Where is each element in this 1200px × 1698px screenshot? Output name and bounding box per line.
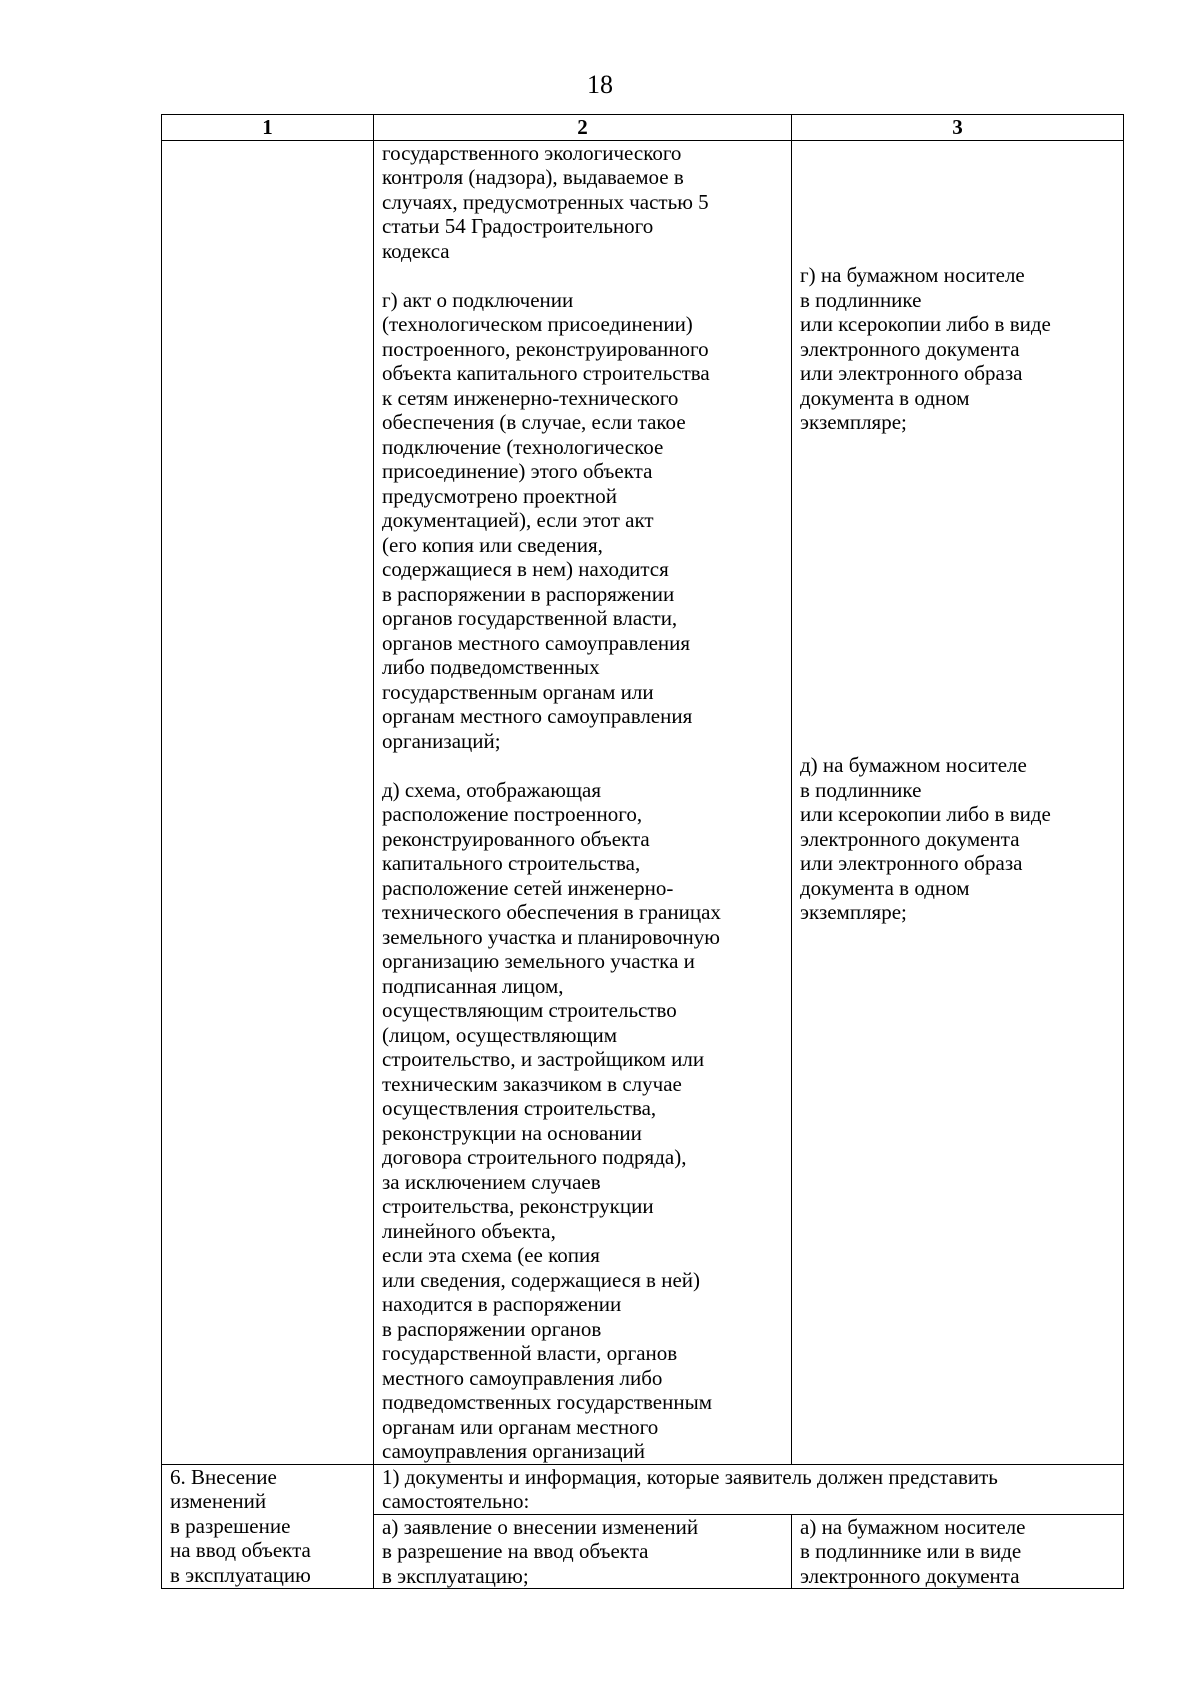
row6-item-a-description [374, 1514, 792, 1589]
text-line: обеспечения (в случае, если такое [382, 410, 686, 434]
text-line: на ввод объекта [170, 1538, 311, 1562]
text-line: электронного документа [800, 826, 1020, 851]
text-line: объекта капитального строительства [382, 361, 710, 385]
text-line: присоединение) этого объекта [382, 459, 653, 483]
text-line: органов государственной власти, [382, 606, 678, 630]
text-line: органов местного самоуправления [382, 630, 691, 655]
text-line: за исключением случаев [382, 1169, 601, 1194]
text-line: находится в распоряжении [382, 1292, 622, 1316]
text-line: экземпляре; [800, 410, 907, 434]
text-line: 1) документы и информация, которые заявитель должен представить [382, 1464, 998, 1489]
text-line: подведомственных государственным [382, 1390, 713, 1414]
text-line: электронного документа [800, 336, 1020, 361]
text-line: в эксплуатацию; [382, 1563, 529, 1588]
text-line: строительство, и застройщиком или [382, 1047, 705, 1071]
row6-item-a-format [792, 1514, 1124, 1589]
text-line: организаций; [382, 728, 501, 753]
text-line: техническим заказчиком в случае [382, 1071, 682, 1096]
item-d-description [382, 778, 783, 1464]
text-line: строительства, реконструкции [382, 1194, 654, 1218]
text-line: осуществления строительства, [382, 1096, 657, 1120]
text-line: содержащиеся в нем) находится [382, 557, 669, 581]
text-line: в распоряжении органов [382, 1316, 602, 1341]
text-line: расположение построенного, [382, 802, 643, 826]
text-line: осуществляющим строительство [382, 998, 677, 1022]
header-cell-2: 2 [374, 115, 792, 141]
text-line: самостоятельно: [382, 1489, 530, 1513]
text-line: в разрешение [170, 1513, 291, 1538]
text-line: в подлиннике [800, 777, 922, 802]
header-cell-1: 1 [162, 115, 374, 141]
text-line: в подлиннике или в виде [800, 1539, 1022, 1563]
table-row [162, 1464, 1124, 1514]
text-line: а) заявление о внесении изменений [382, 1514, 699, 1539]
text-line: (технологическом присоединении) [382, 312, 693, 336]
text-line: или электронного образа [800, 851, 1023, 875]
text-line: технического обеспечения в границах [382, 900, 721, 924]
page-number: 18 [587, 70, 613, 99]
text-line: кодекса [382, 238, 450, 263]
text-line: (лицом, осуществляющим [382, 1022, 618, 1047]
text-line: организацию земельного участка и [382, 949, 695, 973]
text-line: либо подведомственных [382, 655, 600, 679]
text-line: государственной власти, органов [382, 1341, 678, 1365]
item-g-format [800, 263, 1115, 435]
text-line: или сведения, содержащиеся в ней) [382, 1267, 700, 1292]
text-line: г) акт о подключении [382, 287, 574, 312]
text-line: экземпляре; [800, 900, 907, 924]
text-line: д) на бумажном носителе [800, 753, 1027, 777]
text-line: земельного участка и планировочную [382, 924, 720, 949]
text-line: линейного объекта, [382, 1218, 556, 1243]
row6-service-cell [162, 1464, 374, 1589]
text-line: или ксерокопии либо в виде [800, 312, 1051, 336]
text-line: статьи 54 Градостроительного [382, 214, 654, 238]
text-line: или ксерокопии либо в виде [800, 802, 1051, 826]
text-line: (его копия или сведения, [382, 532, 603, 557]
row6-docs-heading [374, 1464, 1124, 1514]
text-line: подключение (технологическое [382, 434, 664, 459]
text-line: или электронного образа [800, 361, 1023, 385]
text-line: реконструированного объекта [382, 826, 650, 851]
col2-intro-text [382, 141, 783, 264]
text-line: органам или органам местного [382, 1414, 659, 1439]
text-line: построенного, реконструированного [382, 336, 709, 361]
text-line: реконструкции на основании [382, 1120, 642, 1145]
text-line: документацией), если этот акт [382, 508, 654, 532]
text-line: государственного экологического [382, 140, 682, 165]
text-line: в распоряжении в распоряжении [382, 581, 675, 606]
documents-table [161, 114, 1124, 1589]
text-line: органам местного самоуправления [382, 704, 693, 728]
text-line: документа в одном [800, 875, 970, 900]
continued-col1-cell [162, 140, 374, 1464]
text-line: 6. Внесение [170, 1464, 277, 1489]
text-line: а) на бумажном носителе [800, 1514, 1026, 1539]
text-line: самоуправления организаций [382, 1439, 646, 1463]
text-line: г) на бумажном носителе [800, 263, 1025, 287]
text-line: изменений [170, 1489, 267, 1513]
text-line: в подлиннике [800, 287, 922, 312]
text-line: государственным органам или [382, 679, 654, 704]
text-line: подписанная лицом, [382, 973, 564, 998]
text-line: договора строительного подряда), [382, 1145, 687, 1169]
text-line: документа в одном [800, 385, 970, 410]
continued-col2-cell [374, 140, 792, 1464]
text-line: д) схема, отображающая [382, 777, 602, 802]
text-line: местного самоуправления либо [382, 1365, 663, 1390]
item-g-description [382, 288, 783, 754]
header-cell-3: 3 [792, 115, 1124, 141]
table-row [162, 140, 1124, 1464]
table-header-row [162, 115, 1124, 141]
text-line: расположение сетей инженерно- [382, 875, 674, 900]
text-line: в эксплуатацию [170, 1562, 311, 1587]
text-line: в разрешение на ввод объекта [382, 1539, 649, 1563]
text-line: капитального строительства, [382, 851, 641, 875]
text-line: электронного документа [800, 1563, 1020, 1588]
continued-col3-cell [792, 140, 1124, 1464]
text-line: если эта схема (ее копия [382, 1243, 600, 1267]
text-line: случаях, предусмотренных частью 5 [382, 189, 709, 214]
text-line: контроля (надзора), выдаваемое в [382, 165, 684, 189]
text-line: к сетям инженерно-технического [382, 385, 679, 410]
item-d-format [800, 753, 1115, 925]
text-line: предусмотрено проектной [382, 483, 617, 508]
